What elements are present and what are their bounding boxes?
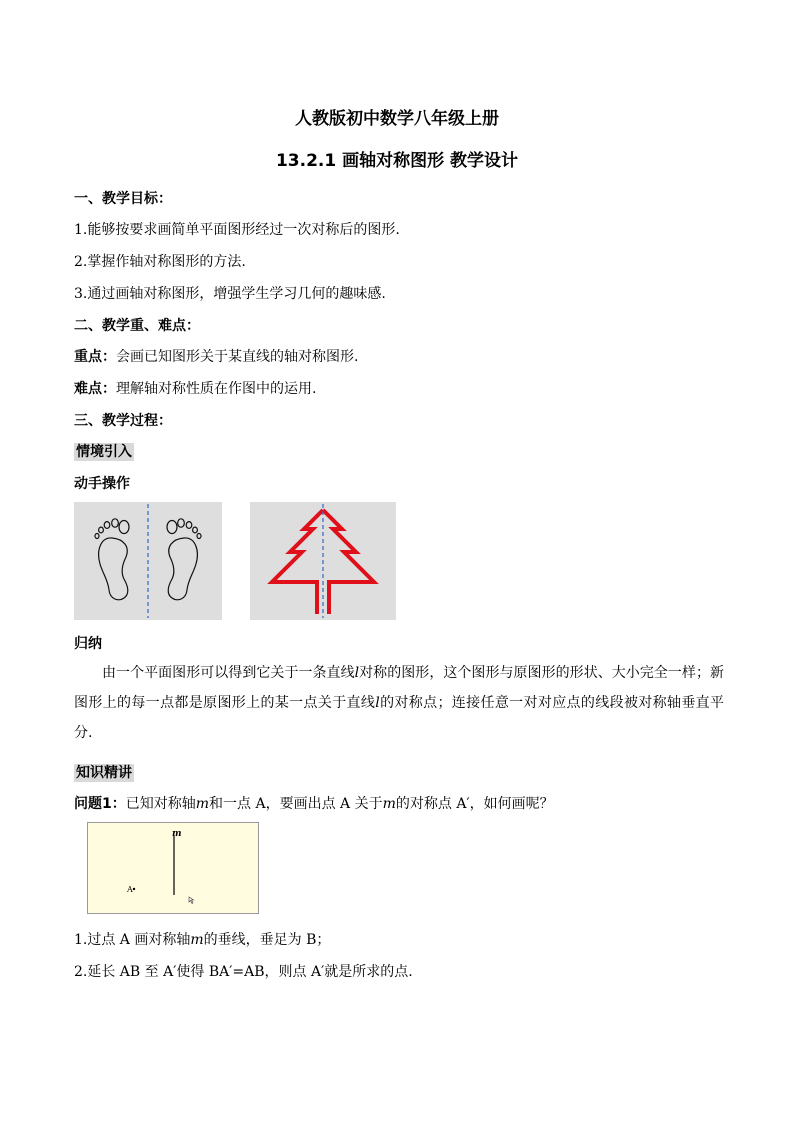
step-2: 2.延长 AB 至 A′使得 BA′=AB，则点 A′就是所求的点. xyxy=(74,964,413,980)
summary-line-l-1: l xyxy=(354,665,360,681)
construction-figure xyxy=(87,822,259,914)
question-1-text-c: 的对称点 A′，如何画呢？ xyxy=(395,796,554,812)
axis-m-label: m xyxy=(172,829,182,839)
intro-tag xyxy=(74,441,134,461)
question-1-text-b: 和一点 A，要画出点 A 关于 xyxy=(209,796,383,812)
key-point xyxy=(74,346,358,366)
difficult-point-text: 理解轴对称性质在作图中的运用. xyxy=(116,381,317,397)
summary-label: 归纳 xyxy=(74,636,102,652)
summary-line-l-2: l xyxy=(375,695,380,711)
step-1-text-b: 的垂线，垂足为 B； xyxy=(203,932,331,948)
section1-heading: 一、教学目标： xyxy=(74,191,172,207)
section2-heading: 二、教学重、难点： xyxy=(74,318,200,334)
knowledge-tag-label: 知识精讲 xyxy=(76,765,132,781)
document-subtitle: 13.2.1 画轴对称图形 教学设计 xyxy=(275,151,519,171)
document-title: 人教版初中数学八年级上册 xyxy=(295,109,499,129)
key-point-text: 会画已知图形关于某直线的轴对称图形. xyxy=(116,349,359,365)
difficult-point-label: 难点： xyxy=(74,381,116,397)
intro-tag-label: 情境引入 xyxy=(76,444,132,460)
key-point-label: 重点： xyxy=(74,349,116,365)
section3-heading: 三、教学过程： xyxy=(74,413,172,429)
summary-text-2: 对称的图形，这个图形与原图形的形状、大小完全一样；新图形上的每一点都是原图形上的某一点关于直线 xyxy=(74,665,725,711)
step-1-text-a: 1.过点 A 画对称轴 xyxy=(74,932,191,948)
question-1 xyxy=(74,793,554,813)
goal-item-2: 2.掌握作轴对称图形的方法. xyxy=(74,254,246,270)
knowledge-tag xyxy=(74,762,134,782)
step-1-axis-m: m xyxy=(190,932,204,948)
summary-paragraph xyxy=(74,658,724,748)
summary-text-1: 由一个平面图形可以得到它关于一条直线 xyxy=(102,665,355,681)
footprints-figure xyxy=(74,502,222,620)
question-1-text-a: 已知对称轴 xyxy=(125,796,196,812)
summary-text-3: 的对称点；连接任意一对对应点的线段被对称轴垂直平分. xyxy=(74,695,725,741)
hands-on-label: 动手操作 xyxy=(74,476,130,492)
tree-figure xyxy=(250,502,396,620)
difficult-point xyxy=(74,378,316,398)
goal-item-3: 3.通过画轴对称图形，增强学生学习几何的趣味感. xyxy=(74,286,386,302)
point-a-label: A xyxy=(127,885,133,894)
goal-item-1: 1.能够按要求画简单平面图形经过一次对称后的图形. xyxy=(74,222,400,238)
point-a-dot xyxy=(133,888,135,890)
question-1-axis-m-2: m xyxy=(382,796,396,812)
question-1-axis-m: m xyxy=(195,796,210,812)
question-1-label: 问题1： xyxy=(74,796,126,812)
step-1 xyxy=(74,929,330,949)
